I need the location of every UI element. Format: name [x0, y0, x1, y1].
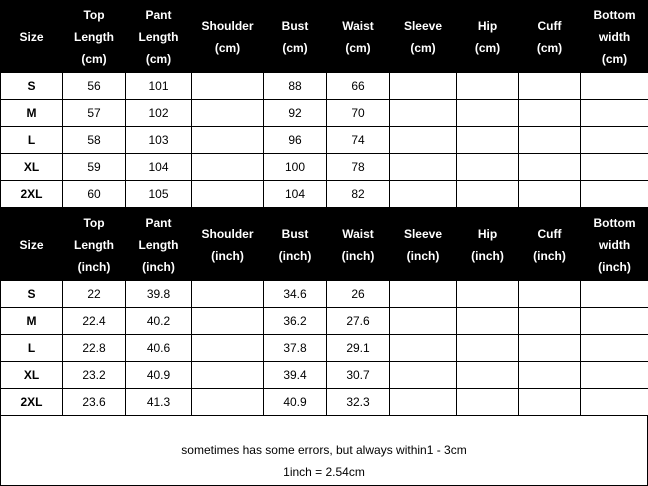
- cell-sleeve: [390, 281, 457, 308]
- header-waist: Waist (inch): [327, 209, 390, 281]
- cell-hip: [457, 308, 519, 335]
- cell-top-length: 59: [63, 154, 126, 181]
- cell-top-length: 57: [63, 100, 126, 127]
- cell-shoulder: [192, 281, 264, 308]
- cell-pant-length: 40.6: [126, 335, 192, 362]
- cell-bottom-width: [581, 127, 648, 154]
- cell-top-length: 22: [63, 281, 126, 308]
- cell-cuff: [519, 362, 581, 389]
- cell-top-length: 56: [63, 73, 126, 100]
- cell-sleeve: [390, 73, 457, 100]
- cell-cuff: [519, 281, 581, 308]
- cell-shoulder: [192, 100, 264, 127]
- size-label: 2XL: [1, 389, 63, 416]
- footer-note-box: [0, 415, 648, 486]
- cell-waist: 29.1: [327, 335, 390, 362]
- cell-sleeve: [390, 100, 457, 127]
- cell-sleeve: [390, 389, 457, 416]
- table-row: [1, 308, 648, 335]
- header-hip: Hip (inch): [457, 209, 519, 281]
- cell-top-length: 60: [63, 181, 126, 208]
- header-hip: Hip (cm): [457, 1, 519, 73]
- header-top-length: Top Length (inch): [63, 209, 126, 281]
- cell-waist: 82: [327, 181, 390, 208]
- cell-pant-length: 40.2: [126, 308, 192, 335]
- cell-bottom-width: [581, 389, 648, 416]
- cell-pant-length: 104: [126, 154, 192, 181]
- cell-bottom-width: [581, 181, 648, 208]
- cell-cuff: [519, 100, 581, 127]
- header-shoulder: Shoulder (inch): [192, 209, 264, 281]
- cell-bust: 96: [264, 127, 327, 154]
- table-row: [1, 281, 648, 308]
- cell-shoulder: [192, 389, 264, 416]
- cell-sleeve: [390, 308, 457, 335]
- header-bottom-width: Bottom width (inch): [581, 209, 648, 281]
- cell-cuff: [519, 389, 581, 416]
- cell-pant-length: 39.8: [126, 281, 192, 308]
- cell-shoulder: [192, 154, 264, 181]
- cell-bust: 34.6: [264, 281, 327, 308]
- size-table-inch: [0, 208, 648, 416]
- cell-shoulder: [192, 362, 264, 389]
- cell-pant-length: 101: [126, 73, 192, 100]
- cell-waist: 30.7: [327, 362, 390, 389]
- cell-waist: 27.6: [327, 308, 390, 335]
- cell-hip: [457, 181, 519, 208]
- cell-bottom-width: [581, 335, 648, 362]
- size-label: S: [1, 73, 63, 100]
- cell-bottom-width: [581, 362, 648, 389]
- cell-shoulder: [192, 335, 264, 362]
- header-bust: Bust (cm): [264, 1, 327, 73]
- cell-sleeve: [390, 127, 457, 154]
- cell-cuff: [519, 308, 581, 335]
- inch-header-row: [1, 209, 648, 281]
- cell-sleeve: [390, 181, 457, 208]
- header-pant-length: Pant Length (cm): [126, 1, 192, 73]
- size-label: M: [1, 100, 63, 127]
- cell-sleeve: [390, 335, 457, 362]
- size-label: XL: [1, 154, 63, 181]
- cell-waist: 32.3: [327, 389, 390, 416]
- cell-bust: 92: [264, 100, 327, 127]
- cell-bottom-width: [581, 154, 648, 181]
- cell-hip: [457, 335, 519, 362]
- cm-header-row: [1, 1, 648, 73]
- cell-bust: 37.8: [264, 335, 327, 362]
- cell-pant-length: 41.3: [126, 389, 192, 416]
- cell-bottom-width: [581, 100, 648, 127]
- cell-pant-length: 103: [126, 127, 192, 154]
- header-cuff: Cuff (cm): [519, 1, 581, 73]
- cell-pant-length: 105: [126, 181, 192, 208]
- cell-cuff: [519, 127, 581, 154]
- cell-hip: [457, 281, 519, 308]
- cell-sleeve: [390, 362, 457, 389]
- table-row: [1, 127, 648, 154]
- cell-bottom-width: [581, 308, 648, 335]
- size-label: 2XL: [1, 181, 63, 208]
- table-row: [1, 100, 648, 127]
- header-sleeve: Sleeve (cm): [390, 1, 457, 73]
- table-row: [1, 154, 648, 181]
- header-sleeve: Sleeve (inch): [390, 209, 457, 281]
- size-table-cm: [0, 0, 648, 208]
- cell-bottom-width: [581, 73, 648, 100]
- header-pant-length: Pant Length (inch): [126, 209, 192, 281]
- cell-waist: 70: [327, 100, 390, 127]
- cell-sleeve: [390, 154, 457, 181]
- cell-bust: 104: [264, 181, 327, 208]
- cell-top-length: 23.2: [63, 362, 126, 389]
- table-row: [1, 335, 648, 362]
- cell-cuff: [519, 154, 581, 181]
- cell-top-length: 22.8: [63, 335, 126, 362]
- cell-waist: 26: [327, 281, 390, 308]
- size-label: L: [1, 335, 63, 362]
- cell-waist: 78: [327, 154, 390, 181]
- header-shoulder: Shoulder (cm): [192, 1, 264, 73]
- header-bust: Bust (inch): [264, 209, 327, 281]
- cell-shoulder: [192, 73, 264, 100]
- cell-hip: [457, 100, 519, 127]
- size-label: M: [1, 308, 63, 335]
- cell-bust: 88: [264, 73, 327, 100]
- cell-hip: [457, 73, 519, 100]
- header-size: Size: [1, 209, 63, 281]
- table-row: [1, 73, 648, 100]
- header-waist: Waist (cm): [327, 1, 390, 73]
- cell-waist: 66: [327, 73, 390, 100]
- cell-cuff: [519, 73, 581, 100]
- cell-cuff: [519, 335, 581, 362]
- cell-top-length: 23.6: [63, 389, 126, 416]
- cell-hip: [457, 362, 519, 389]
- cell-hip: [457, 389, 519, 416]
- size-label: L: [1, 127, 63, 154]
- cell-hip: [457, 127, 519, 154]
- cell-bust: 100: [264, 154, 327, 181]
- cell-shoulder: [192, 181, 264, 208]
- table-row: [1, 362, 648, 389]
- cell-bust: 40.9: [264, 389, 327, 416]
- header-size: Size: [1, 1, 63, 73]
- cell-bust: 36.2: [264, 308, 327, 335]
- header-top-length: Top Length (cm): [63, 1, 126, 73]
- header-bottom-width: Bottom width (cm): [581, 1, 648, 73]
- cell-shoulder: [192, 308, 264, 335]
- table-row: [1, 389, 648, 416]
- cell-top-length: 58: [63, 127, 126, 154]
- cell-pant-length: 40.9: [126, 362, 192, 389]
- cell-hip: [457, 154, 519, 181]
- size-label: XL: [1, 362, 63, 389]
- cell-cuff: [519, 181, 581, 208]
- cell-shoulder: [192, 127, 264, 154]
- cell-pant-length: 102: [126, 100, 192, 127]
- cell-top-length: 22.4: [63, 308, 126, 335]
- cell-bottom-width: [581, 281, 648, 308]
- error-tolerance-note: sometimes has some errors, but always within1 - 3cm: [1, 443, 647, 457]
- cell-bust: 39.4: [264, 362, 327, 389]
- header-cuff: Cuff (inch): [519, 209, 581, 281]
- unit-conversion-note: 1inch = 2.54cm: [1, 465, 647, 479]
- cell-waist: 74: [327, 127, 390, 154]
- table-row: [1, 181, 648, 208]
- size-label: S: [1, 281, 63, 308]
